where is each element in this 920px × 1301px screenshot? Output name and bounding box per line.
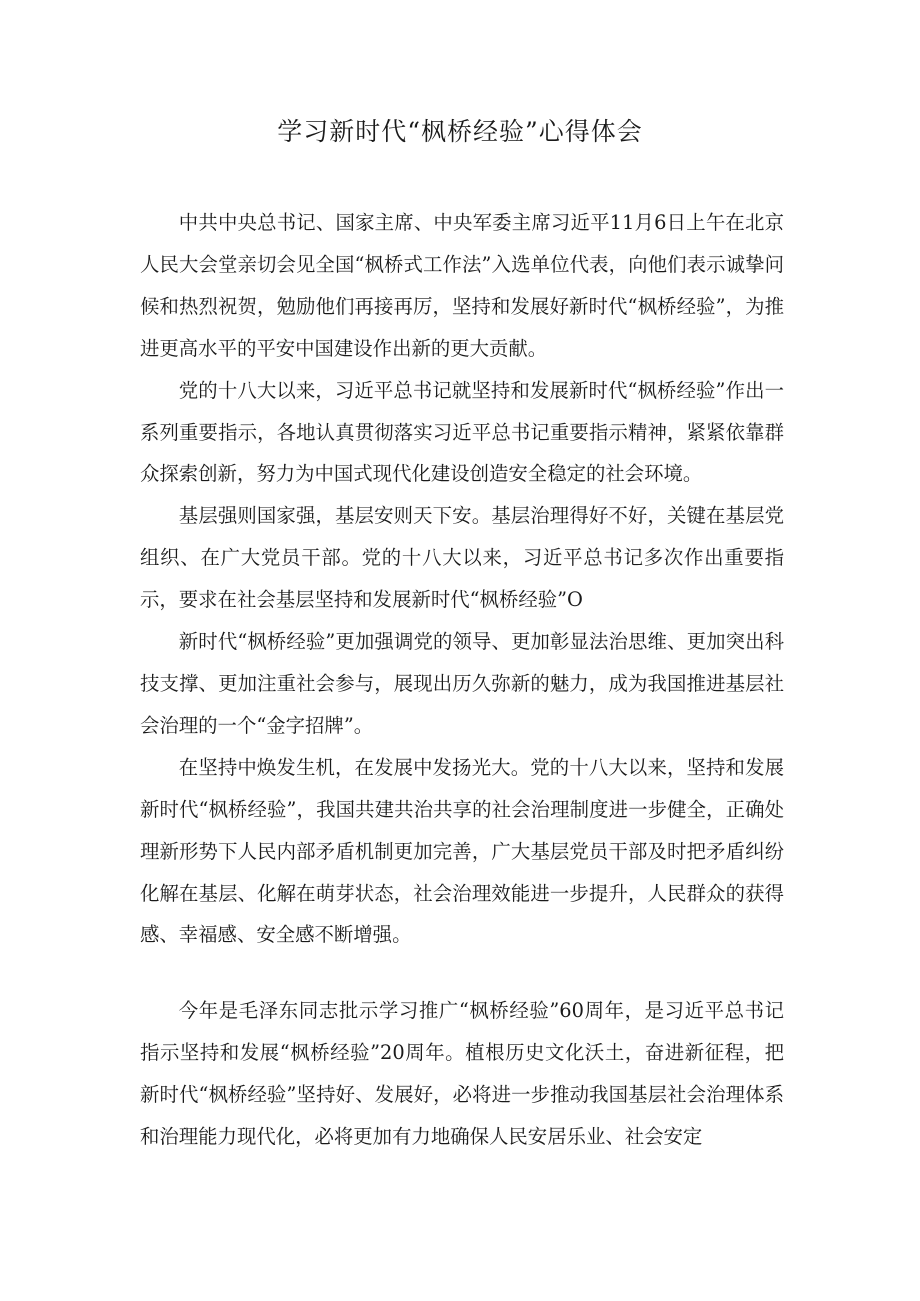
paragraph-4: 新时代“枫桥经验”更加强调党的领导、更加彰显法治思维、更加突出科技支撑、更加注重社会参与，展现出历久弥新的魅力，成为我国推进基层社会治理的一个“金字招牌”。 (140, 630, 784, 737)
document-title: 学习新时代“枫桥经验”心得体会 (277, 117, 643, 146)
paragraph-6: 今年是毛泽东同志批示学习推广“枫桥经验”60周年，是习近平总书记指示坚持和发展“枫桥经验”20周年。植根历史文化沃土，奋进新征程，把新时代“枫桥经验”坚持好、发展好，必将进一步推动我国基层社会治理体系和治理能力现代化，必将更加有力地确保人民安居乐业、社会安定 (140, 999, 784, 1149)
paragraph-5: 在坚持中焕发生机，在发展中发扬光大。党的十八大以来，坚持和发展新时代“枫桥经验”，我国共建共治共享的社会治理制度进一步健全，正确处理新形势下人民内部矛盾机制更加完善，广大基层党员干部及时把矛盾纠纷化解在基层、化解在萌芽状态，社会治理效能进一步提升，人民群众的获得感、幸福感、安全感不断增强。 (140, 755, 784, 947)
paragraph-1: 中共中央总书记、国家主席、中央军委主席习近平11月6日上午在北京人民大会堂亲切会见全国“枫桥式工作法”入选单位代表，向他们表示诚挚问候和热烈祝贺，勉励他们再接再厉，坚持和发展好新时代“枫桥经验”，为推进更高水平的平安中国建设作出新的更大贡献。 (140, 211, 784, 360)
paragraph-3: 基层强则国家强，基层安则天下安。基层治理得好不好，关键在基层党组织、在广大党员干部。党的十八大以来，习近平总书记多次作出重要指示，要求在社会基层坚持和发展新时代“枫桥经验”O (140, 504, 784, 612)
paragraph-2: 党的十八大以来，习近平总书记就坚持和发展新时代“枫桥经验”作出一系列重要指示，各地认真贯彻落实习近平总书记重要指示精神，紧紧依靠群众探索创新，努力为中国式现代化建设创造安全稳定的社会环境。 (140, 378, 784, 486)
document-body (140, 202, 784, 1158)
